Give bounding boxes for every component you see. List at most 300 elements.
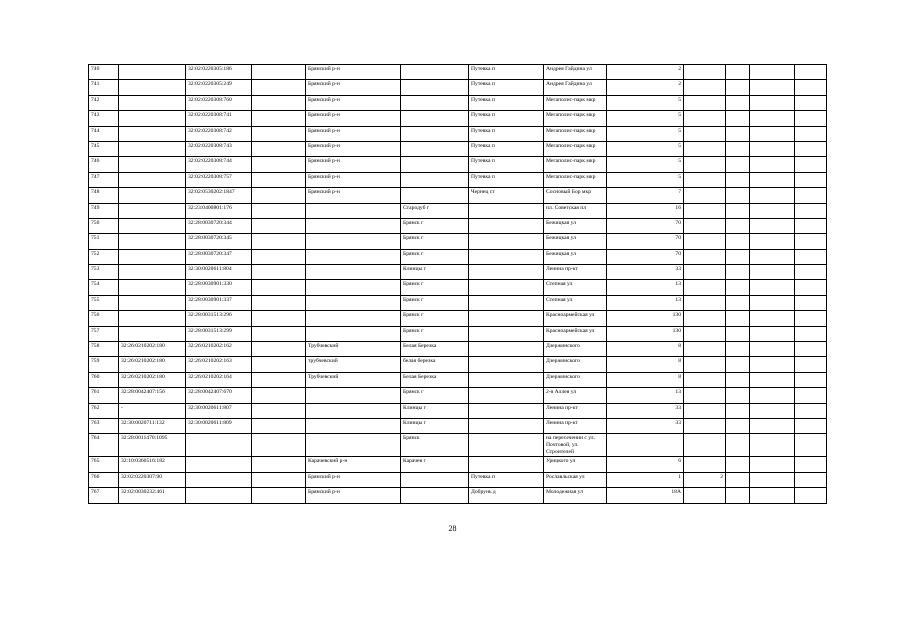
city-cell bbox=[401, 157, 469, 172]
extra-number-cell bbox=[684, 203, 726, 218]
cadastral-number-land bbox=[119, 218, 186, 233]
empty-cell bbox=[750, 326, 795, 341]
empty-cell bbox=[726, 434, 750, 457]
empty-cell bbox=[795, 157, 827, 172]
empty-cell bbox=[726, 111, 750, 126]
street-cell: Степная ул bbox=[544, 295, 607, 310]
empty-cell bbox=[252, 342, 306, 357]
extra-number-cell bbox=[684, 295, 726, 310]
empty-cell bbox=[726, 95, 750, 110]
city-cell: Белая Березка bbox=[401, 342, 469, 357]
empty-cell bbox=[795, 203, 827, 218]
row-number: 748 bbox=[89, 188, 119, 203]
extra-number-cell bbox=[684, 326, 726, 341]
table-row bbox=[89, 80, 827, 95]
table-row bbox=[89, 342, 827, 357]
district-cell bbox=[306, 203, 401, 218]
extra-number-cell bbox=[684, 418, 726, 433]
extra-number-cell bbox=[684, 141, 726, 156]
cadastral-number-land bbox=[119, 295, 186, 310]
table-row bbox=[89, 357, 827, 372]
empty-cell bbox=[750, 157, 795, 172]
empty-cell bbox=[795, 357, 827, 372]
district-cell bbox=[306, 265, 401, 280]
settlement-cell bbox=[469, 326, 544, 341]
empty-cell bbox=[750, 388, 795, 403]
city-cell: Клинцы г bbox=[401, 418, 469, 433]
table-row bbox=[89, 249, 827, 264]
city-cell: Клинцы г bbox=[401, 265, 469, 280]
house-number-cell: 33 bbox=[607, 265, 684, 280]
settlement-cell bbox=[469, 203, 544, 218]
row-number: 743 bbox=[89, 111, 119, 126]
table-row bbox=[89, 141, 827, 156]
empty-cell bbox=[726, 295, 750, 310]
empty-cell bbox=[750, 141, 795, 156]
district-cell bbox=[306, 418, 401, 433]
row-number: 745 bbox=[89, 141, 119, 156]
empty-cell bbox=[795, 295, 827, 310]
cadastral-number-object: 32:02:0220308:757 bbox=[186, 172, 252, 187]
empty-cell bbox=[252, 295, 306, 310]
cadastral-number-land bbox=[119, 111, 186, 126]
settlement-cell: Путевка п bbox=[469, 95, 544, 110]
street-cell: Дзержинского bbox=[544, 372, 607, 387]
cadastral-number-land bbox=[119, 203, 186, 218]
table-row bbox=[89, 280, 827, 295]
empty-cell bbox=[795, 65, 827, 80]
empty-cell bbox=[750, 172, 795, 187]
extra-number-cell bbox=[684, 265, 726, 280]
house-number-cell: 5 bbox=[607, 95, 684, 110]
table-row bbox=[89, 95, 827, 110]
house-number-cell: 13 bbox=[607, 388, 684, 403]
empty-cell bbox=[795, 403, 827, 418]
empty-cell bbox=[726, 488, 750, 503]
city-cell: Клинцы г bbox=[401, 403, 469, 418]
empty-cell bbox=[726, 218, 750, 233]
street-cell: Бежицкая ул bbox=[544, 249, 607, 264]
cadastral-number-object: 32:28:0030720:347 bbox=[186, 249, 252, 264]
empty-cell bbox=[795, 111, 827, 126]
cadastral-number-land: 32:02:0030232:461 bbox=[119, 488, 186, 503]
empty-cell bbox=[795, 472, 827, 487]
empty-cell bbox=[726, 357, 750, 372]
row-number: 742 bbox=[89, 95, 119, 110]
cadastral-number-object: 32:02:0220308:760 bbox=[186, 95, 252, 110]
extra-number-cell: 2 bbox=[684, 472, 726, 487]
cadastral-number-object: 32:23:0400801:176 bbox=[186, 203, 252, 218]
empty-cell bbox=[726, 265, 750, 280]
registry-table bbox=[88, 64, 827, 504]
cadastral-number-land: - bbox=[119, 403, 186, 418]
city-cell bbox=[401, 111, 469, 126]
cadastral-number-land bbox=[119, 265, 186, 280]
table-row bbox=[89, 418, 827, 433]
district-cell bbox=[306, 326, 401, 341]
cadastral-number-object: 32:02:0220308:742 bbox=[186, 126, 252, 141]
row-number: 762 bbox=[89, 403, 119, 418]
district-cell: Трубчевский bbox=[306, 342, 401, 357]
row-number: 764 bbox=[89, 434, 119, 457]
settlement-cell: Путевка п bbox=[469, 80, 544, 95]
empty-cell bbox=[795, 280, 827, 295]
empty-cell bbox=[252, 388, 306, 403]
city-cell: Брянск г bbox=[401, 326, 469, 341]
district-cell: трубчевский bbox=[306, 357, 401, 372]
extra-number-cell bbox=[684, 80, 726, 95]
cadastral-number-object bbox=[186, 457, 252, 472]
empty-cell bbox=[726, 280, 750, 295]
empty-cell bbox=[252, 311, 306, 326]
city-cell bbox=[401, 126, 469, 141]
empty-cell bbox=[750, 188, 795, 203]
empty-cell bbox=[726, 80, 750, 95]
cadastral-number-object: 32:28:0030901:330 bbox=[186, 280, 252, 295]
empty-cell bbox=[726, 403, 750, 418]
empty-cell bbox=[795, 388, 827, 403]
empty-cell bbox=[726, 472, 750, 487]
extra-number-cell bbox=[684, 311, 726, 326]
house-number-cell: 18А bbox=[607, 488, 684, 503]
table-row bbox=[89, 157, 827, 172]
extra-number-cell bbox=[684, 126, 726, 141]
row-number: 760 bbox=[89, 372, 119, 387]
table-row bbox=[89, 218, 827, 233]
table-row bbox=[89, 326, 827, 341]
empty-cell bbox=[252, 280, 306, 295]
district-cell: Брянский р-н bbox=[306, 488, 401, 503]
city-cell bbox=[401, 172, 469, 187]
district-cell bbox=[306, 295, 401, 310]
empty-cell bbox=[252, 141, 306, 156]
empty-cell bbox=[750, 234, 795, 249]
extra-number-cell bbox=[684, 434, 726, 457]
street-cell: Дзержинского bbox=[544, 342, 607, 357]
house-number-cell: 7 bbox=[607, 188, 684, 203]
settlement-cell: Путевка п bbox=[469, 157, 544, 172]
settlement-cell: Чернец ст bbox=[469, 188, 544, 203]
row-number: 756 bbox=[89, 311, 119, 326]
house-number-cell: 70 bbox=[607, 249, 684, 264]
district-cell: Брянский р-н bbox=[306, 172, 401, 187]
empty-cell bbox=[795, 249, 827, 264]
empty-cell bbox=[726, 234, 750, 249]
cadastral-number-object: 32:28:0030720:344 bbox=[186, 218, 252, 233]
table-row bbox=[89, 403, 827, 418]
empty-cell bbox=[252, 357, 306, 372]
empty-cell bbox=[726, 342, 750, 357]
row-number: 740 bbox=[89, 65, 119, 80]
row-number: 765 bbox=[89, 457, 119, 472]
city-cell: Брянск г bbox=[401, 311, 469, 326]
empty-cell bbox=[252, 472, 306, 487]
cadastral-number-land bbox=[119, 311, 186, 326]
row-number: 754 bbox=[89, 280, 119, 295]
empty-cell bbox=[795, 326, 827, 341]
empty-cell bbox=[252, 218, 306, 233]
empty-cell bbox=[795, 234, 827, 249]
district-cell bbox=[306, 234, 401, 249]
cadastral-number-object: 32:02:0220308:744 bbox=[186, 157, 252, 172]
street-cell: Бежицкая ул bbox=[544, 234, 607, 249]
empty-cell bbox=[750, 357, 795, 372]
cadastral-number-land: 32:30:0020711:132 bbox=[119, 418, 186, 433]
extra-number-cell bbox=[684, 218, 726, 233]
extra-number-cell bbox=[684, 157, 726, 172]
empty-cell bbox=[726, 372, 750, 387]
table-row bbox=[89, 265, 827, 280]
empty-cell bbox=[252, 80, 306, 95]
district-cell: Брянский р-н bbox=[306, 157, 401, 172]
district-cell bbox=[306, 434, 401, 457]
row-number: 752 bbox=[89, 249, 119, 264]
house-number-cell: 1 bbox=[607, 472, 684, 487]
house-number-cell: 5 bbox=[607, 126, 684, 141]
city-cell bbox=[401, 65, 469, 80]
district-cell bbox=[306, 388, 401, 403]
empty-cell bbox=[726, 249, 750, 264]
settlement-cell bbox=[469, 388, 544, 403]
empty-cell bbox=[252, 65, 306, 80]
extra-number-cell bbox=[684, 65, 726, 80]
table-row bbox=[89, 388, 827, 403]
row-number: 747 bbox=[89, 172, 119, 187]
empty-cell bbox=[750, 434, 795, 457]
street-cell: Ленина пр-кт bbox=[544, 265, 607, 280]
extra-number-cell bbox=[684, 234, 726, 249]
settlement-cell: Добрунь д bbox=[469, 488, 544, 503]
settlement-cell bbox=[469, 357, 544, 372]
cadastral-number-land: 32:26:0210202:180 bbox=[119, 372, 186, 387]
street-cell: Мегаполис-парк мкр bbox=[544, 157, 607, 172]
district-cell bbox=[306, 311, 401, 326]
house-number-cell bbox=[607, 434, 684, 457]
row-number: 750 bbox=[89, 218, 119, 233]
empty-cell bbox=[795, 311, 827, 326]
row-number: 767 bbox=[89, 488, 119, 503]
empty-cell bbox=[726, 388, 750, 403]
house-number-cell: 130 bbox=[607, 311, 684, 326]
empty-cell bbox=[795, 141, 827, 156]
cadastral-number-land: 32:28:0042407:156 bbox=[119, 388, 186, 403]
empty-cell bbox=[795, 372, 827, 387]
cadastral-number-object: 32:30:0020611:809 bbox=[186, 418, 252, 433]
house-number-cell: 70 bbox=[607, 234, 684, 249]
cadastral-number-land bbox=[119, 157, 186, 172]
empty-cell bbox=[252, 95, 306, 110]
empty-cell bbox=[252, 265, 306, 280]
settlement-cell: Путевка п bbox=[469, 126, 544, 141]
street-cell: Андрея Гайдина ул bbox=[544, 80, 607, 95]
cadastral-number-object: 32:30:0020611:807 bbox=[186, 403, 252, 418]
settlement-cell bbox=[469, 265, 544, 280]
row-number: 761 bbox=[89, 388, 119, 403]
empty-cell bbox=[750, 126, 795, 141]
city-cell: Стародуб г bbox=[401, 203, 469, 218]
city-cell bbox=[401, 141, 469, 156]
row-number: 744 bbox=[89, 126, 119, 141]
cadastral-number-land bbox=[119, 95, 186, 110]
extra-number-cell bbox=[684, 372, 726, 387]
cadastral-number-land bbox=[119, 65, 186, 80]
street-cell: Мегаполис-парк мкр bbox=[544, 95, 607, 110]
empty-cell bbox=[726, 418, 750, 433]
empty-cell bbox=[795, 265, 827, 280]
street-cell: Степная ул bbox=[544, 280, 607, 295]
empty-cell bbox=[750, 280, 795, 295]
settlement-cell bbox=[469, 295, 544, 310]
district-cell bbox=[306, 218, 401, 233]
empty-cell bbox=[726, 126, 750, 141]
empty-cell bbox=[726, 172, 750, 187]
cadastral-number-object: 32:02:0220305:186 bbox=[186, 65, 252, 80]
empty-cell bbox=[795, 95, 827, 110]
street-cell: Мегаполис-парк мкр bbox=[544, 172, 607, 187]
house-number-cell: 8 bbox=[607, 357, 684, 372]
city-cell: белая березка bbox=[401, 357, 469, 372]
extra-number-cell bbox=[684, 488, 726, 503]
cadastral-number-object bbox=[186, 434, 252, 457]
cadastral-number-land bbox=[119, 280, 186, 295]
settlement-cell bbox=[469, 372, 544, 387]
house-number-cell: 2 bbox=[607, 65, 684, 80]
empty-cell bbox=[252, 418, 306, 433]
settlement-cell bbox=[469, 249, 544, 264]
empty-cell bbox=[750, 311, 795, 326]
empty-cell bbox=[795, 418, 827, 433]
empty-cell bbox=[726, 311, 750, 326]
cadastral-number-object: 32:28:0031513:299 bbox=[186, 326, 252, 341]
settlement-cell: Путевка п bbox=[469, 111, 544, 126]
settlement-cell: Путевка п bbox=[469, 65, 544, 80]
empty-cell bbox=[252, 188, 306, 203]
district-cell bbox=[306, 280, 401, 295]
street-cell: на пересечении с ул. Почтовой, ул. Строителей bbox=[544, 434, 607, 457]
settlement-cell bbox=[469, 434, 544, 457]
empty-cell bbox=[726, 457, 750, 472]
table-row bbox=[89, 311, 827, 326]
street-cell: Молодежная ул bbox=[544, 488, 607, 503]
table-row bbox=[89, 472, 827, 487]
house-number-cell: 33 bbox=[607, 403, 684, 418]
district-cell: Брянский р-н bbox=[306, 80, 401, 95]
empty-cell bbox=[750, 295, 795, 310]
district-cell: Брянский р-н bbox=[306, 472, 401, 487]
house-number-cell: 13 bbox=[607, 280, 684, 295]
street-cell: Андрея Гайдина ул bbox=[544, 65, 607, 80]
row-number: 753 bbox=[89, 265, 119, 280]
street-cell: Урицкого ул bbox=[544, 457, 607, 472]
empty-cell bbox=[750, 472, 795, 487]
district-cell bbox=[306, 249, 401, 264]
empty-cell bbox=[750, 265, 795, 280]
street-cell: Сосновый Бор мкр bbox=[544, 188, 607, 203]
empty-cell bbox=[750, 457, 795, 472]
empty-cell bbox=[750, 95, 795, 110]
street-cell: пл. Советская пл bbox=[544, 203, 607, 218]
cadastral-number-object: 32:28:0030720:345 bbox=[186, 234, 252, 249]
table-row bbox=[89, 372, 827, 387]
row-number: 755 bbox=[89, 295, 119, 310]
empty-cell bbox=[252, 249, 306, 264]
empty-cell bbox=[795, 457, 827, 472]
cadastral-number-object: 32:30:0020611:804 bbox=[186, 265, 252, 280]
house-number-cell: 16 bbox=[607, 203, 684, 218]
empty-cell bbox=[726, 188, 750, 203]
extra-number-cell bbox=[684, 457, 726, 472]
house-number-cell: 6 bbox=[607, 457, 684, 472]
empty-cell bbox=[726, 203, 750, 218]
cadastral-number-land: 32:02:0220307:90 bbox=[119, 472, 186, 487]
table-row bbox=[89, 434, 827, 457]
street-cell: Красноармейская ул bbox=[544, 311, 607, 326]
house-number-cell: 2 bbox=[607, 80, 684, 95]
empty-cell bbox=[750, 203, 795, 218]
empty-cell bbox=[252, 434, 306, 457]
empty-cell bbox=[795, 488, 827, 503]
settlement-cell bbox=[469, 311, 544, 326]
cadastral-number-object: 32:28:0030901:337 bbox=[186, 295, 252, 310]
settlement-cell: Путевка п bbox=[469, 172, 544, 187]
city-cell: Карачев г bbox=[401, 457, 469, 472]
city-cell: Брянск г bbox=[401, 218, 469, 233]
district-cell: Брянский р-н bbox=[306, 111, 401, 126]
empty-cell bbox=[252, 203, 306, 218]
cadastral-number-land bbox=[119, 326, 186, 341]
city-cell: Брянск г bbox=[401, 234, 469, 249]
empty-cell bbox=[750, 80, 795, 95]
extra-number-cell bbox=[684, 357, 726, 372]
cadastral-number-object: 32:28:0031513:296 bbox=[186, 311, 252, 326]
empty-cell bbox=[252, 157, 306, 172]
district-cell bbox=[306, 403, 401, 418]
row-number: 749 bbox=[89, 203, 119, 218]
table-row bbox=[89, 111, 827, 126]
cadastral-number-object bbox=[186, 488, 252, 503]
street-cell: 2-я Аллея ул bbox=[544, 388, 607, 403]
empty-cell bbox=[750, 111, 795, 126]
cadastral-number-land bbox=[119, 80, 186, 95]
settlement-cell bbox=[469, 218, 544, 233]
cadastral-number-object: 32:02:0530202:1847 bbox=[186, 188, 252, 203]
row-number: 766 bbox=[89, 472, 119, 487]
empty-cell bbox=[726, 157, 750, 172]
row-number: 741 bbox=[89, 80, 119, 95]
street-cell: Красноармейская ул bbox=[544, 326, 607, 341]
extra-number-cell bbox=[684, 111, 726, 126]
row-number: 746 bbox=[89, 157, 119, 172]
empty-cell bbox=[750, 488, 795, 503]
cadastral-number-object: 32:28:0042407:670 bbox=[186, 388, 252, 403]
settlement-cell: Путевка п bbox=[469, 472, 544, 487]
cadastral-number-land bbox=[119, 141, 186, 156]
house-number-cell: 33 bbox=[607, 418, 684, 433]
table-row bbox=[89, 203, 827, 218]
settlement-cell bbox=[469, 234, 544, 249]
empty-cell bbox=[726, 65, 750, 80]
district-cell: Брянский р-н bbox=[306, 188, 401, 203]
house-number-cell: 5 bbox=[607, 141, 684, 156]
cadastral-number-land bbox=[119, 188, 186, 203]
empty-cell bbox=[252, 111, 306, 126]
row-number: 763 bbox=[89, 418, 119, 433]
empty-cell bbox=[795, 126, 827, 141]
city-cell bbox=[401, 488, 469, 503]
empty-cell bbox=[750, 249, 795, 264]
extra-number-cell bbox=[684, 342, 726, 357]
table-row bbox=[89, 188, 827, 203]
